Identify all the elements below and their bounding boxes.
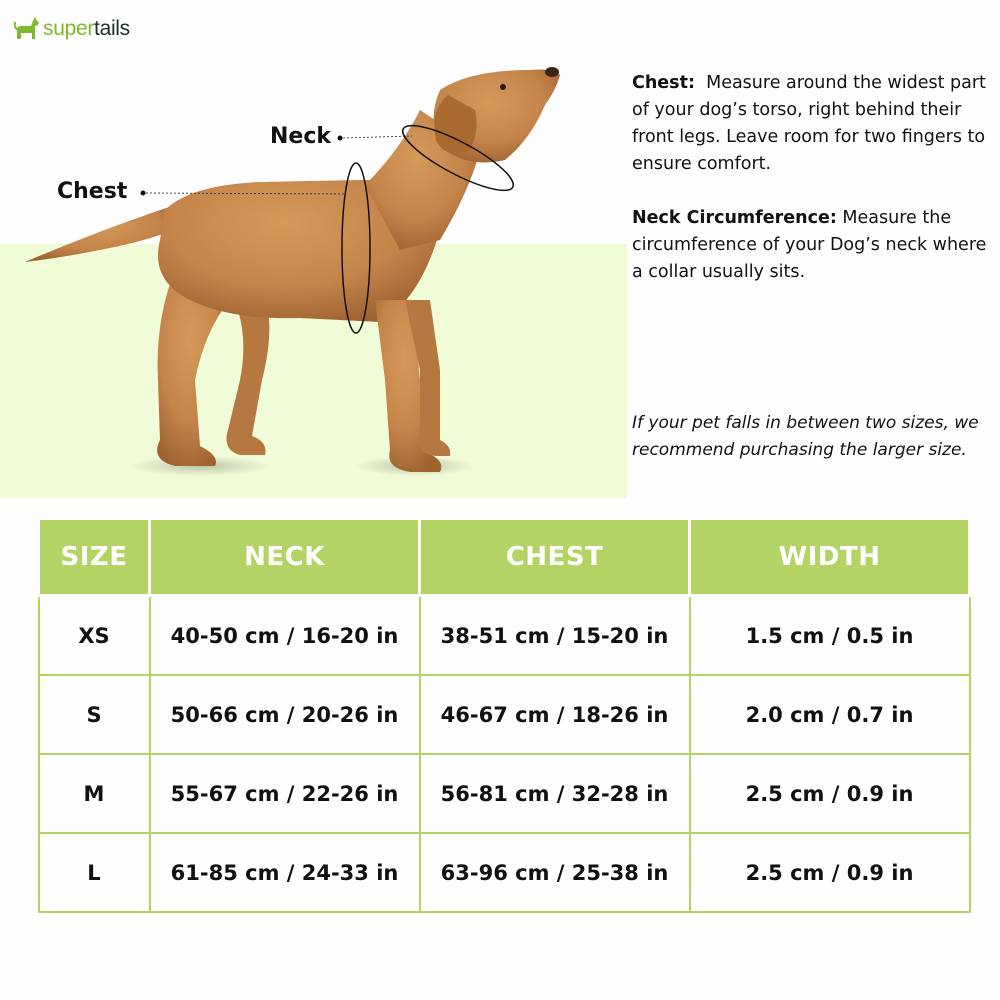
brand-name xyxy=(43,17,130,41)
table-row-xs xyxy=(39,596,970,676)
cell-chest: 38-51 cm / 15-20 in xyxy=(420,596,690,676)
cell-chest: 63-96 cm / 25-38 in xyxy=(420,833,690,912)
cell-width: 1.5 cm / 0.5 in xyxy=(690,596,970,676)
brand-name-tails: tails xyxy=(94,17,130,40)
cell-size: XS xyxy=(39,596,150,676)
cell-size: M xyxy=(39,754,150,833)
neck-instructions xyxy=(632,205,992,286)
cell-neck: 61-85 cm / 24-33 in xyxy=(150,833,420,912)
cell-neck: 55-67 cm / 22-26 in xyxy=(150,754,420,833)
cell-width: 2.0 cm / 0.7 in xyxy=(690,675,970,754)
header-width: WIDTH xyxy=(690,519,970,596)
chest-instructions xyxy=(632,70,992,178)
cell-size: L xyxy=(39,833,150,912)
cell-neck: 40-50 cm / 16-20 in xyxy=(150,596,420,676)
cell-chest: 56-81 cm / 32-28 in xyxy=(420,754,690,833)
cell-chest: 46-67 cm / 18-26 in xyxy=(420,675,690,754)
cell-width: 2.5 cm / 0.9 in xyxy=(690,754,970,833)
neck-instructions-title: Neck Circumference: xyxy=(632,208,837,228)
chest-instructions-text: Measure around the widest part of your dog’s torso, right behind their front legs. Leave room for two fingers to ensure comfort. xyxy=(632,73,986,174)
chest-instructions-title: Chest: xyxy=(632,73,695,93)
chest-label: Chest xyxy=(57,179,128,204)
neck-instructions-text: Measure the circumference of your Dog’s neck where a collar usually sits. xyxy=(632,208,987,282)
dog-logo-icon xyxy=(14,15,42,43)
table-row-s xyxy=(39,675,970,754)
header-neck: NECK xyxy=(150,519,420,596)
header-size: SIZE xyxy=(39,519,150,596)
cell-size: S xyxy=(39,675,150,754)
brand-name-super: super xyxy=(43,17,95,40)
cell-width: 2.5 cm / 0.9 in xyxy=(690,833,970,912)
table-header-row xyxy=(39,519,970,596)
size-chart-table xyxy=(37,517,971,913)
header-chest: CHEST xyxy=(420,519,690,596)
size-note: If your pet falls in between two sizes, we recommend purchasing the larger size. xyxy=(632,413,979,460)
neck-label: Neck xyxy=(270,124,332,149)
cell-neck: 50-66 cm / 20-26 in xyxy=(150,675,420,754)
dog-illustration xyxy=(0,40,627,500)
table-row-l xyxy=(39,833,970,912)
table-row-m xyxy=(39,754,970,833)
